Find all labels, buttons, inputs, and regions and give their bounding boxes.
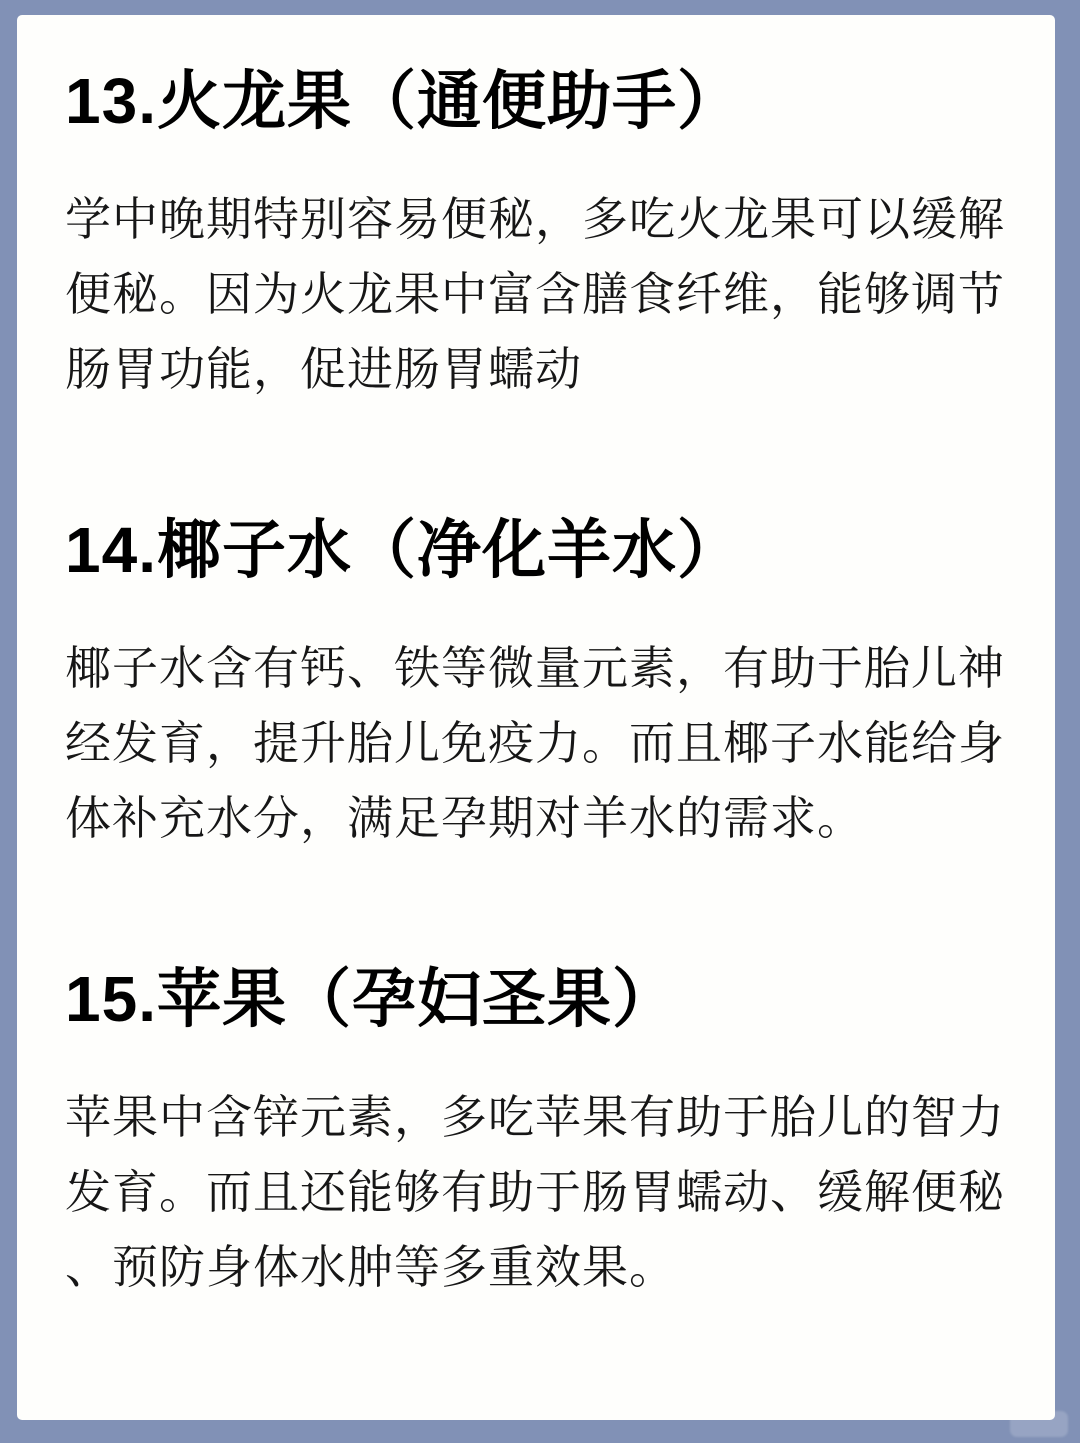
section-body-coconut-water: 椰子水含有钙、铁等微量元素，有助于胎儿神经发育，提升胎儿免疫力。而且椰子水能给身体补充水分，满足孕期对羊水的需求。 <box>65 642 1005 844</box>
section-body-apple: 苹果中含锌元素，多吃苹果有助于胎儿的智力发育。而且还能够有助于肠胃蠕动、缓解便秘、预防身体水肿等多重效果。 <box>65 1091 1005 1293</box>
section-coconut-water <box>65 512 1025 856</box>
section-heading-apple: 15.苹果（孕妇圣果） <box>65 963 677 1035</box>
section-heading-coconut-water: 14.椰子水（净化羊水） <box>65 514 742 586</box>
note-card <box>17 15 1055 1420</box>
section-heading-dragon-fruit: 13.火龙果（通便助手） <box>65 65 742 137</box>
watermark-badge <box>1010 1411 1068 1437</box>
section-body-dragon-fruit: 学中晚期特别容易便秘，多吃火龙果可以缓解便秘。因为火龙果中富含膳食纤维，能够调节肠胃功能，促进肠胃蠕动 <box>65 193 1005 395</box>
section-dragon-fruit <box>65 15 1025 407</box>
note-content <box>17 15 1055 1305</box>
section-apple <box>65 961 1025 1305</box>
